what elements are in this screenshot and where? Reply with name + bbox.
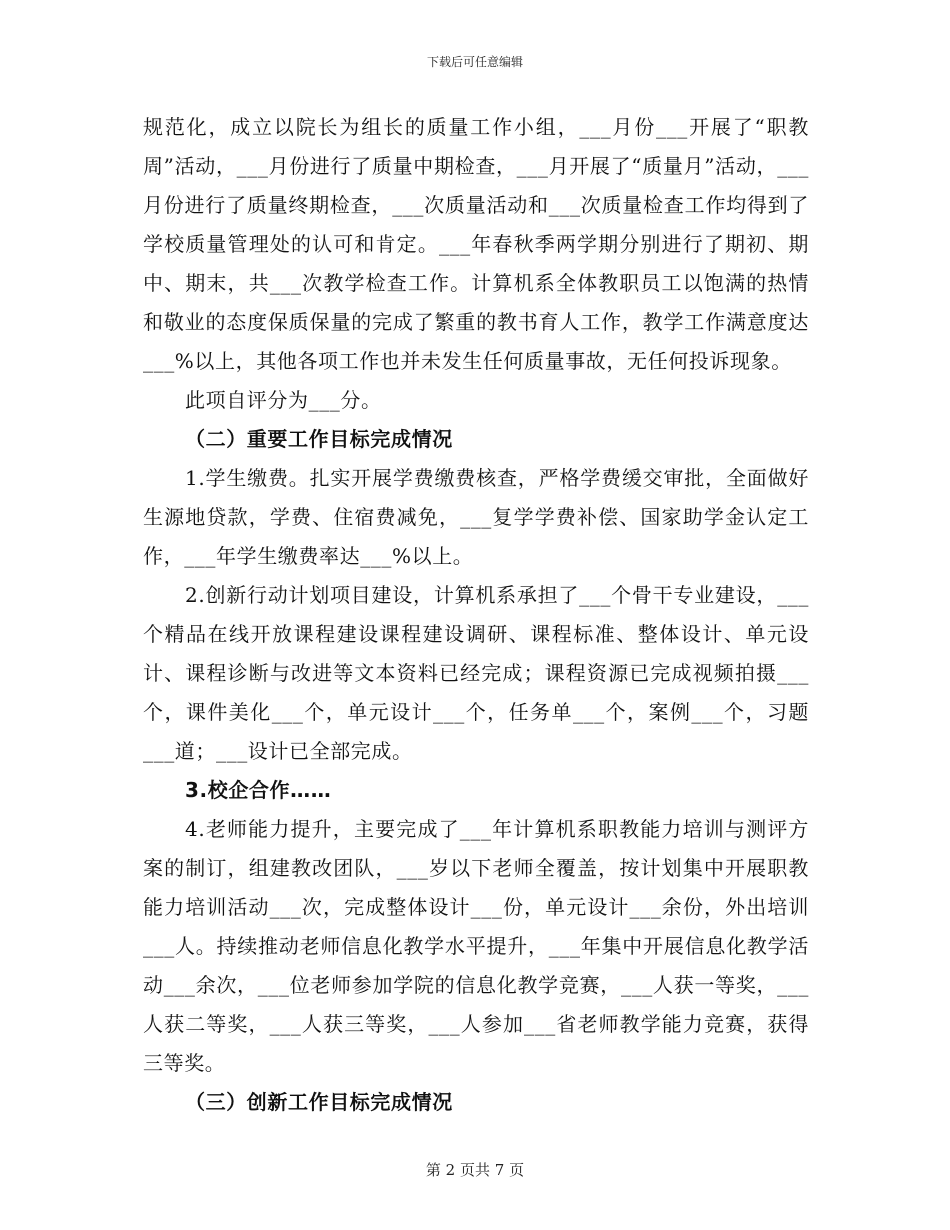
page-footer: 第 2 页共 7 页 xyxy=(425,1161,525,1179)
paragraph-quality-management: 规范化，成立以院长为组长的质量工作小组，___月份___开展了“职教周”活动，___月份进行了质量中期检查，___月开展了“质量月”活动，___月份进行了质量终期检查，___次质量活动和___次质量检查工作均得到了学校质量管理处的认可和肯定。___年春秋季两学期分别进行了期初、期中、期末，共___次教学检查工作。计算机系全体教职员工以饱满的热情和敬业的态度保质保量的完成了繁重的教书育人工作，教学工作满意度达___%以上，其他各项工作也并未发生任何质量事故，无任何投诉现象。 xyxy=(143,115,809,373)
paragraph-self-score: 此项自评分为___分。 xyxy=(185,388,382,412)
page-header: 下载后可任意编辑 xyxy=(426,55,523,69)
paragraph-student-fees: 1.学生缴费。扎实开展学费缴费核查，严格学费缓交审批，全面做好生源地贷款，学费、住宿费减免，___复学学费补偿、国家助学金认定工作，___年学生缴费率达___%以上。 xyxy=(143,466,809,568)
section-heading-innovation-goals: （三）创新工作目标完成情况 xyxy=(185,1090,453,1114)
subheading-school-enterprise: 3.校企合作…… xyxy=(185,778,332,802)
paragraph-innovation-plan: 2.创新行动计划项目建设，计算机系承担了___个骨干专业建设，___个精品在线开放课程建设课程建设调研、课程标准、整体设计、单元设计、课程诊断与改进等文本资料已经完成；课程资源已完成视频拍摄___个，课件美化___个，单元设计___个，任务单___个，案例___个，习题___道；___设计已全部完成。 xyxy=(143,583,809,763)
paragraph-teacher-ability: 4.老师能力提升，主要完成了___年计算机系职教能力培训与测评方案的制订，组建教改团队，___岁以下老师全覆盖，按计划集中开展职教能力培训活动___次，完成整体设计___份，单元设计___余份，外出培训___人。持续推动老师信息化教学水平提升，___年集中开展信息化教学活动___余次，___位老师参加学院的信息化教学竞赛，___人获一等奖，___人获二等奖，___人获三等奖，___人参加___省老师教学能力竞赛，获得三等奖。 xyxy=(143,817,809,1075)
section-heading-important-goals: （二）重要工作目标完成情况 xyxy=(185,427,453,451)
document-body xyxy=(143,108,809,1122)
